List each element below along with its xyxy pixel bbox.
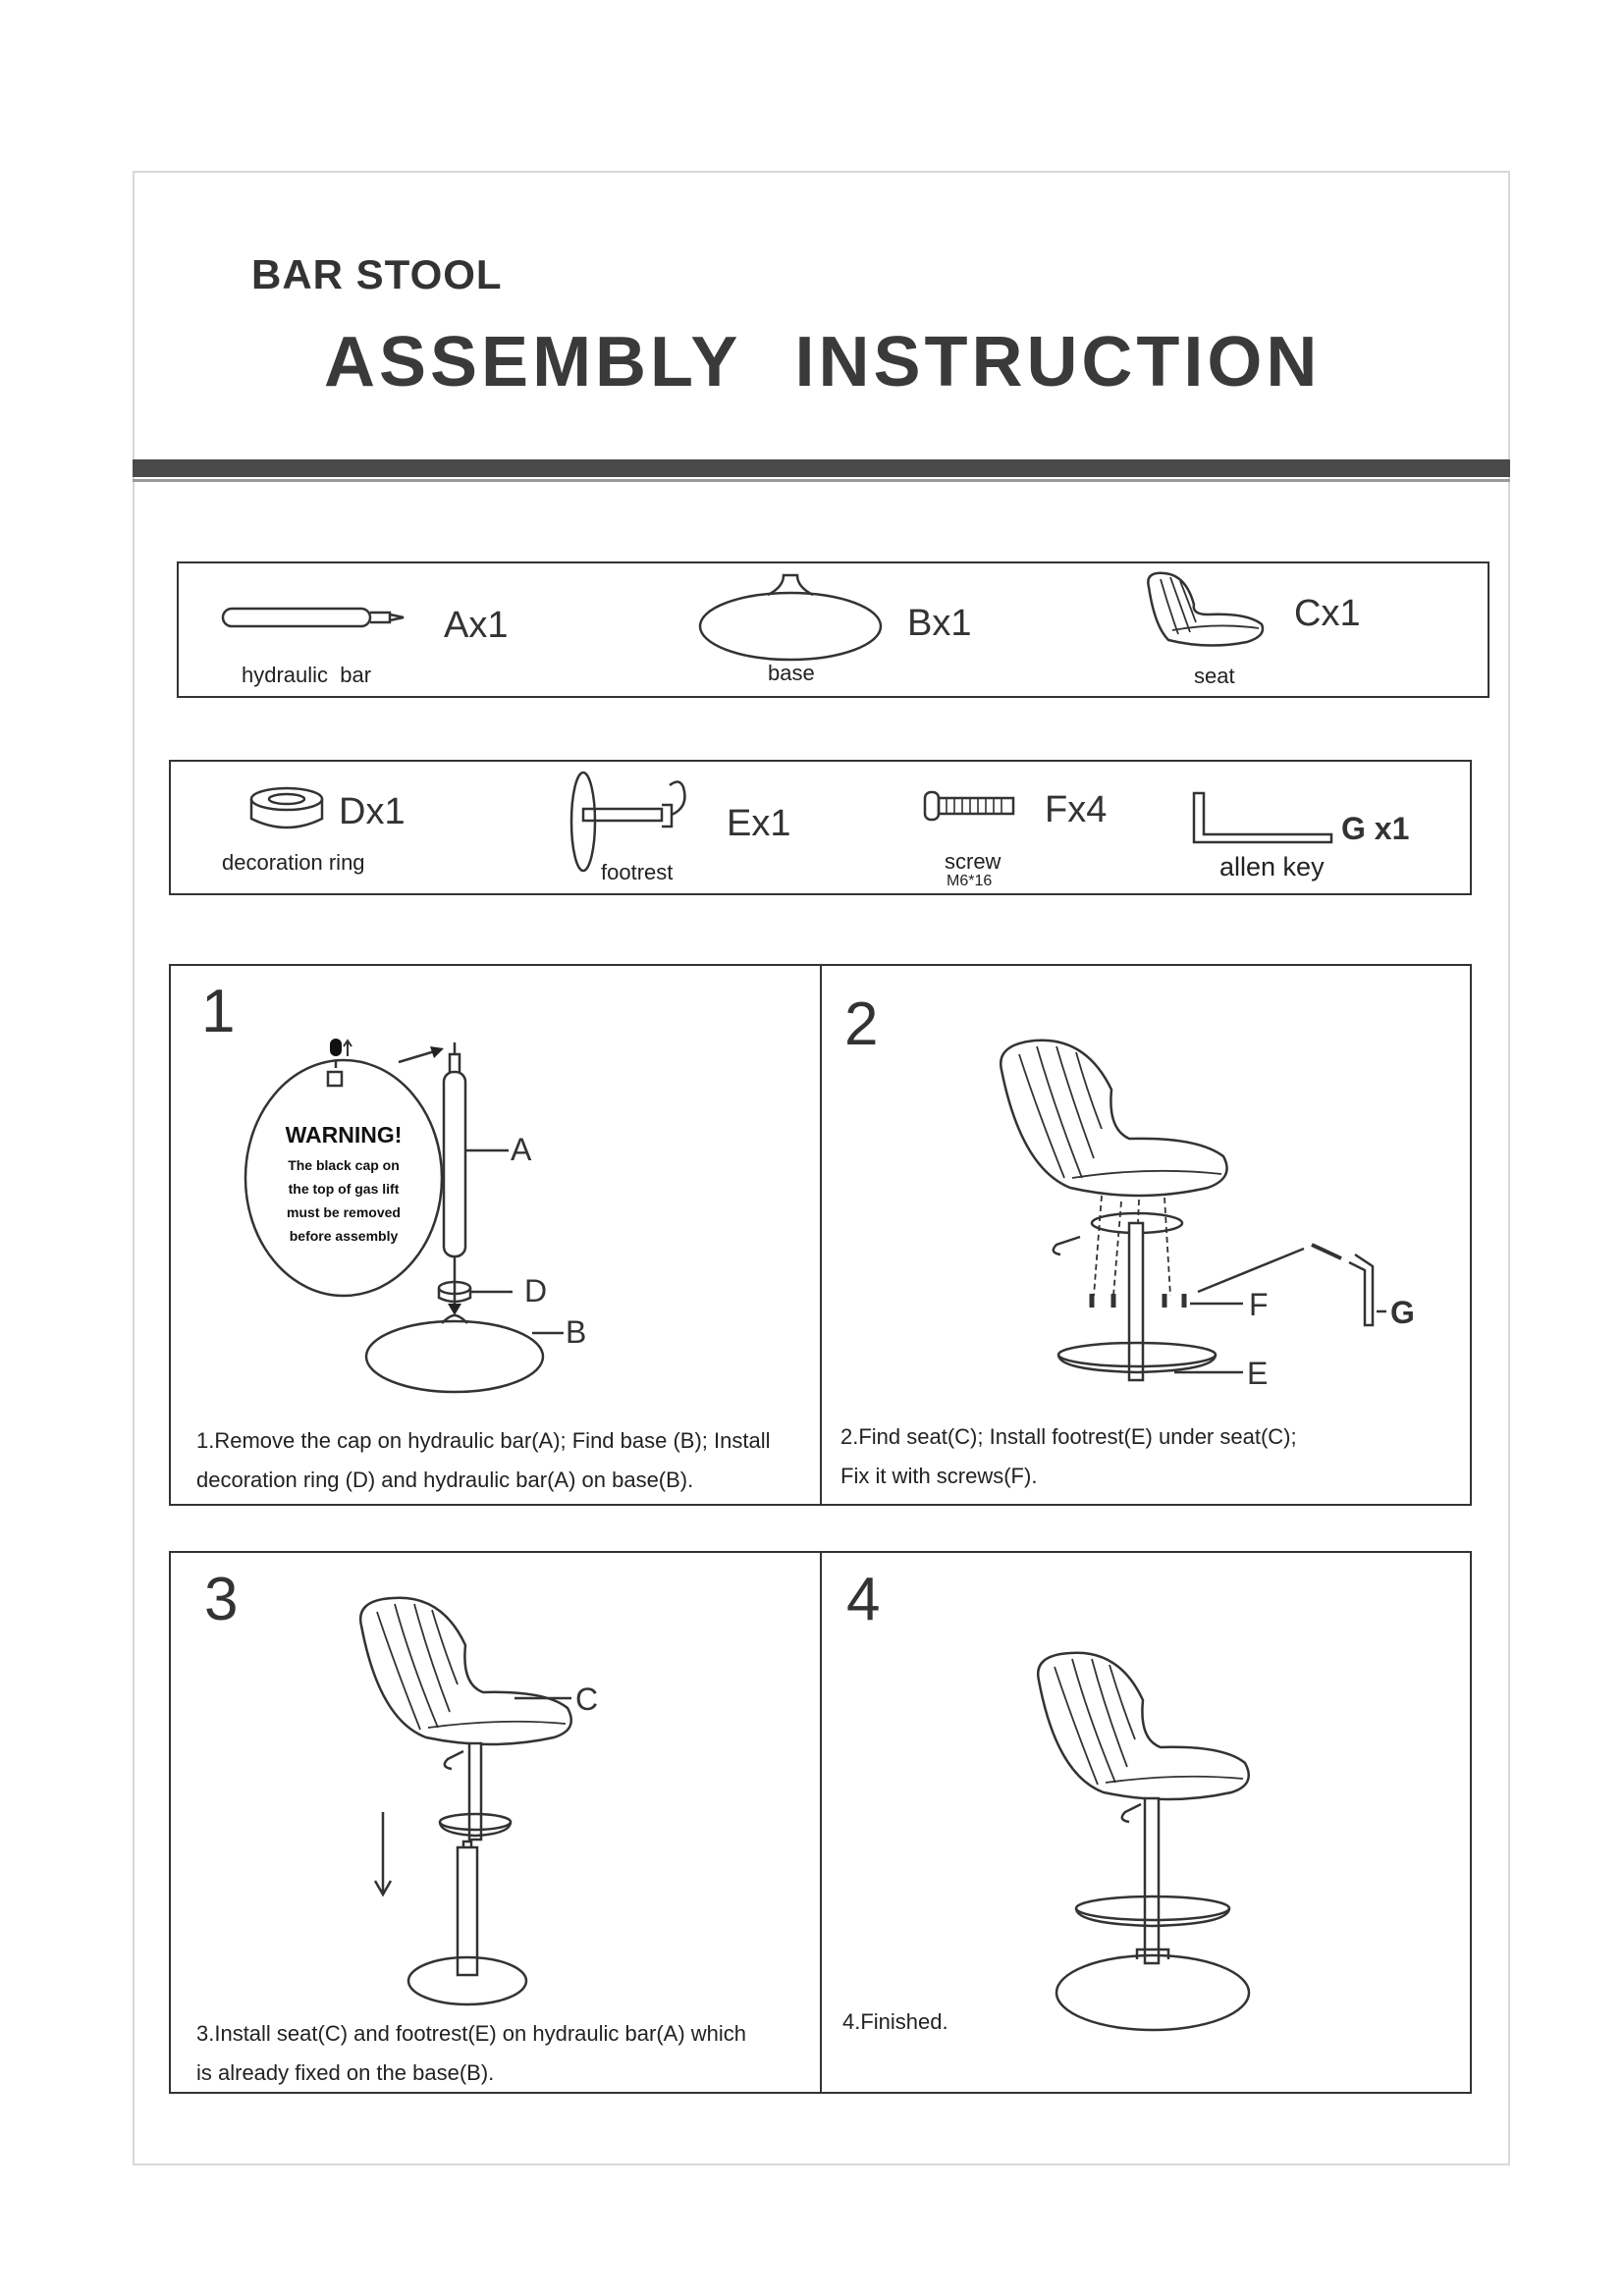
document-title: [324, 322, 1321, 402]
title-word-1: ASSEMBLY: [324, 323, 742, 401]
step-2-callout-e: E: [1247, 1356, 1269, 1391]
step-1-callout-a: A: [511, 1132, 532, 1167]
part-g-label: allen key: [1219, 852, 1325, 881]
step-2-callout-g: G: [1390, 1295, 1415, 1330]
document-subtitle: BAR STOOL: [251, 251, 503, 297]
step-3-illustration: [353, 1590, 668, 2002]
step-4-caption-line-1: 4.Finished.: [842, 2009, 948, 2034]
step-1-illustration: [245, 1021, 638, 1404]
step-4-number: 4: [846, 1566, 881, 1633]
part-g-qty: G x1: [1341, 811, 1410, 846]
step-3-callout-c: C: [575, 1682, 599, 1717]
part-d-label: decoration ring: [222, 850, 365, 875]
part-e-qty: Ex1: [727, 803, 791, 844]
part-e-label: footrest: [601, 860, 674, 884]
warning-line-3: must be removed: [287, 1204, 401, 1220]
step-3-caption-line-1: 3.Install seat(C) and footrest(E) on hydraulic bar(A) which: [196, 2021, 747, 2046]
part-a-label: hydraulic bar: [242, 663, 372, 687]
part-d-qty: Dx1: [339, 791, 406, 832]
seat-icon: [1139, 567, 1276, 656]
header-divider: [133, 459, 1510, 477]
warning-line-1: The black cap on: [288, 1157, 400, 1173]
part-f-sublabel: M6*16: [947, 873, 993, 889]
step-2-caption-line-2: Fix it with screws(F).: [840, 1464, 1038, 1488]
header-divider-thin: [133, 479, 1510, 482]
step-1-caption-line-2: decoration ring (D) and hydraulic bar(A) on base(B).: [196, 1468, 694, 1492]
step-1-callout-b: B: [566, 1314, 587, 1350]
step-2-illustration: [992, 1031, 1463, 1404]
step-3-caption-line-2: is already fixed on the base(B).: [196, 2060, 495, 2085]
screw-icon: [923, 790, 1021, 822]
hydraulic-bar-icon: [221, 601, 407, 640]
part-c-label: seat: [1194, 664, 1235, 688]
title-word-2: INSTRUCTION: [794, 323, 1322, 401]
step-2-callout-f: F: [1249, 1287, 1269, 1322]
part-a-qty: Ax1: [444, 605, 509, 646]
allen-key-icon: [1190, 791, 1337, 850]
part-f-label: screw: [945, 849, 1001, 874]
part-c-qty: Cx1: [1294, 593, 1361, 634]
step-1-caption-line-1: 1.Remove the cap on hydraulic bar(A); Find base (B); Install: [196, 1428, 771, 1453]
step-1-number: 1: [201, 978, 236, 1045]
step-4-illustration: [1031, 1645, 1286, 2038]
warning-line-2: the top of gas lift: [288, 1181, 400, 1197]
part-b-label: base: [768, 661, 815, 685]
step-2-number: 2: [844, 990, 879, 1058]
step-1-callout-d: D: [524, 1273, 548, 1308]
part-f-qty: Fx4: [1045, 789, 1108, 830]
base-icon: [697, 569, 884, 663]
warning-title: WARNING!: [285, 1122, 403, 1148]
step-3-number: 3: [204, 1566, 239, 1633]
step-2-caption-line-1: 2.Find seat(C); Install footrest(E) under seat(C);: [840, 1424, 1297, 1449]
warning-line-4: before assembly: [289, 1228, 399, 1244]
part-b-qty: Bx1: [907, 603, 972, 644]
decoration-ring-icon: [247, 785, 326, 834]
